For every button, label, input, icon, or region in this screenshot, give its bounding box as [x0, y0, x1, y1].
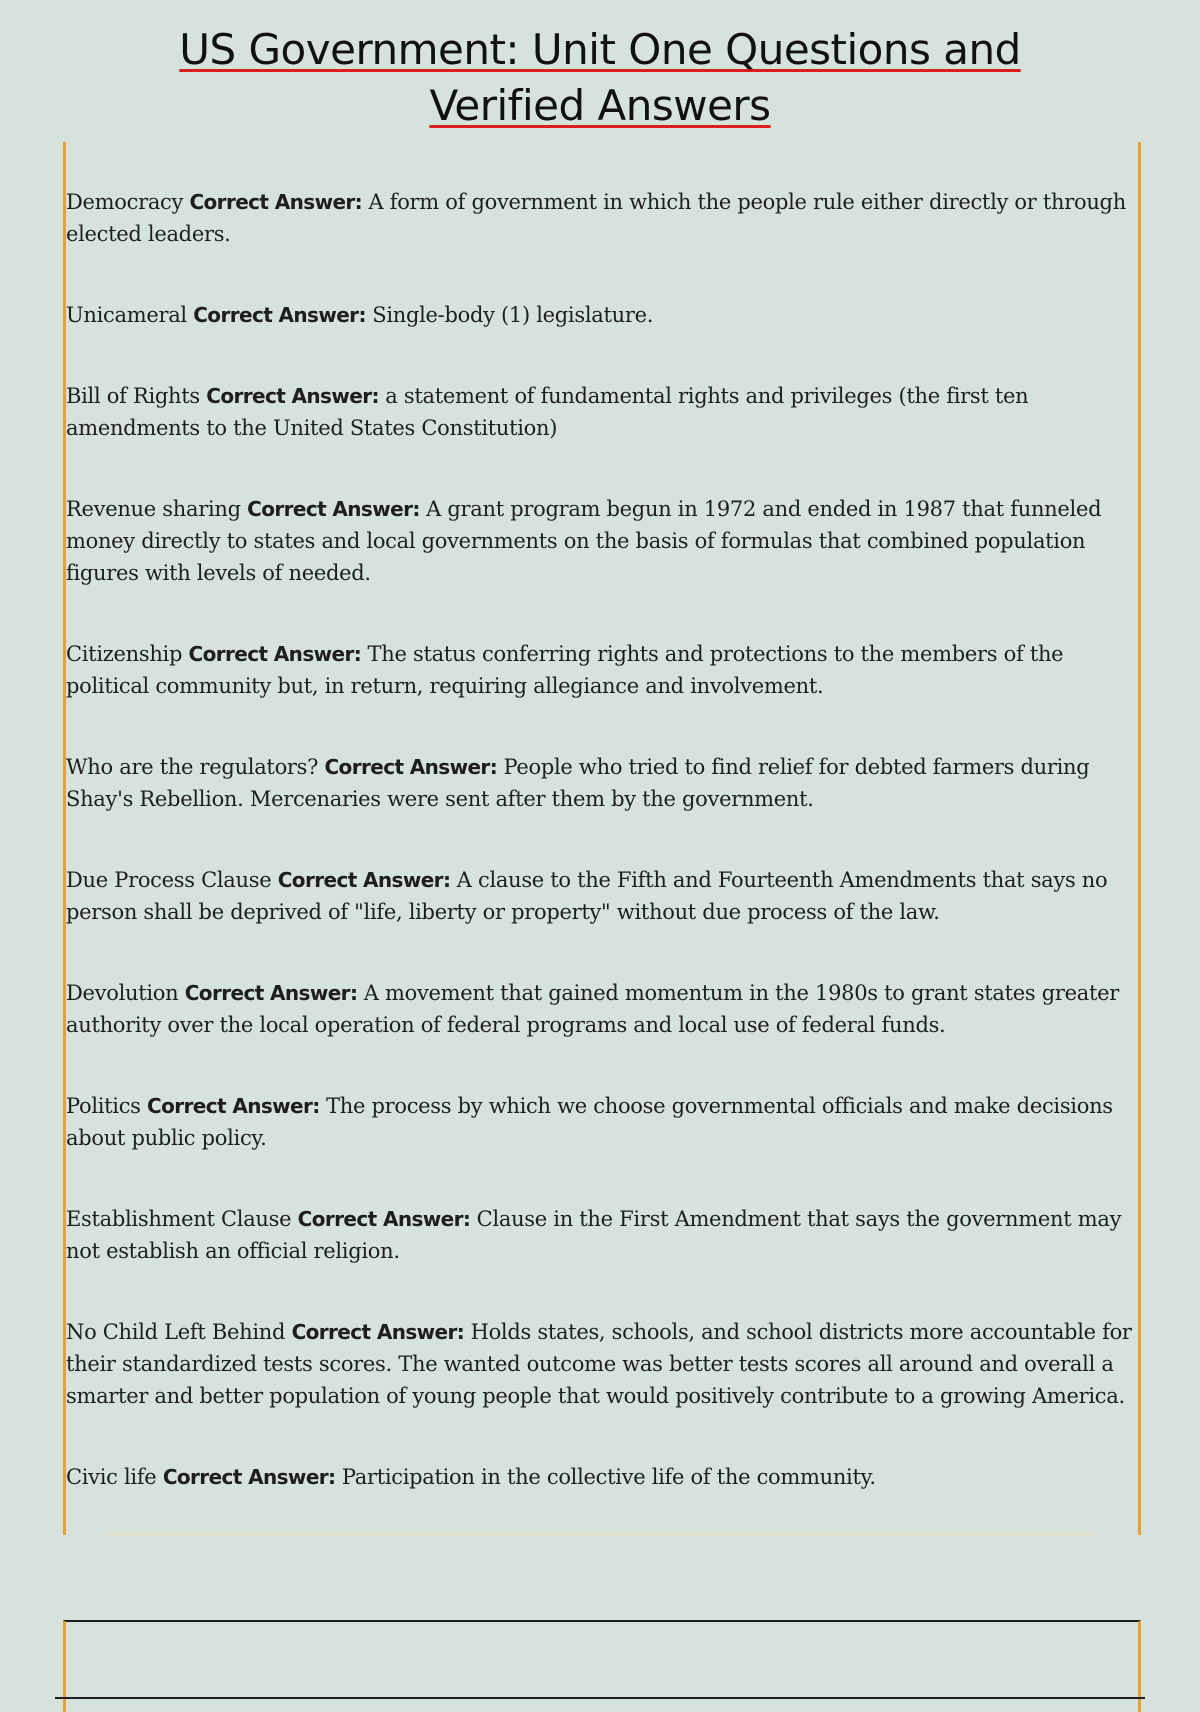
entry-term: Bill of Rights [66, 384, 200, 408]
correct-answer-label: Correct Answer: [162, 1465, 336, 1489]
entry-term: Unicameral [66, 303, 187, 327]
entry-term: Devolution [66, 981, 179, 1005]
entry-answer: A clause to the Fifth and Fourteenth Amendments that says no person shall be deprived of "life, liberty or property" without due process of the law. [66, 868, 1108, 924]
qa-entry-revenue-sharing [66, 493, 1136, 589]
entry-answer: Holds states, schools, and school districts more accountable for their standardized tests scores. The wanted outcome was better tests scores all around and overall a smarter and better population of young people that would positively contribute to a growing America. [66, 1320, 1132, 1408]
correct-answer-label: Correct Answer: [277, 868, 451, 892]
entry-term: Civic life [66, 1465, 157, 1489]
entry-term: Politics [66, 1094, 141, 1118]
qa-entry-establishment-clause [66, 1203, 1136, 1267]
entry-term: Establishment Clause [66, 1207, 292, 1231]
qa-entry-no-child-left-behind [66, 1316, 1136, 1412]
qa-entry-democracy [66, 186, 1136, 250]
qa-entry-citizenship [66, 638, 1136, 702]
qa-entry-regulators [66, 751, 1136, 815]
entry-answer: Participation in the collective life of the community. [341, 1465, 876, 1489]
entry-answer: A form of government in which the people rule either directly or through elected leaders. [66, 190, 1126, 246]
qa-entry-devolution [66, 977, 1136, 1041]
entry-term: Democracy [66, 190, 184, 214]
entry-answer: Single-body (1) legislature. [372, 303, 654, 327]
entry-answer: a statement of fundamental rights and privileges (the first ten amendments to the United States Constitution) [66, 384, 1029, 440]
correct-answer-label: Correct Answer: [247, 497, 420, 521]
entry-answer: People who tried to find relief for debted farmers during Shay's Rebellion. Mercenaries were sent after them by the government. [66, 755, 1090, 811]
page-title [0, 22, 1200, 134]
page-bottom-rule [55, 1697, 1145, 1699]
section-divider [105, 1533, 1095, 1535]
correct-answer-label: Correct Answer: [291, 1320, 465, 1344]
entry-answer: The status conferring rights and protections to the members of the political community but, in return, requiring allegiance and involvement. [66, 642, 1064, 698]
qa-entry-civic-life [66, 1461, 1136, 1493]
qa-entry-unicameral [66, 299, 1136, 331]
entry-answer: A grant program begun in 1972 and ended in 1987 that funneled money directly to states and local governments on the basis of formulas that combined population figures with levels of needed. [66, 497, 1102, 585]
correct-answer-label: Correct Answer: [184, 981, 358, 1005]
entry-answer: A movement that gained momentum in the 1980s to grant states greater authority over the local operation of federal programs and local use of federal funds. [66, 981, 1120, 1037]
entry-term: No Child Left Behind [66, 1320, 286, 1344]
entry-answer: Clause in the First Amendment that says the government may not establish an official religion. [66, 1207, 1122, 1263]
title-line-1: US Government: Unit One Questions and [179, 25, 1021, 74]
correct-answer-label: Correct Answer: [297, 1207, 471, 1231]
title-line-2: Verified Answers [429, 81, 771, 130]
correct-answer-label: Correct Answer: [206, 384, 379, 408]
qa-entry-politics [66, 1090, 1136, 1154]
qa-list [66, 186, 1136, 1542]
entry-term: Citizenship [66, 642, 183, 666]
entry-answer: The process by which we choose governmental officials and make decisions about public policy. [66, 1094, 1113, 1150]
entry-term: Revenue sharing [66, 497, 241, 521]
entry-term: Due Process Clause [66, 868, 272, 892]
qa-entry-due-process-clause [66, 864, 1136, 928]
correct-answer-label: Correct Answer: [147, 1094, 320, 1118]
qa-entry-bill-of-rights [66, 380, 1136, 444]
correct-answer-label: Correct Answer: [188, 642, 362, 666]
entry-term: Who are the regulators? [66, 755, 319, 779]
correct-answer-label: Correct Answer: [189, 190, 363, 214]
correct-answer-label: Correct Answer: [324, 755, 498, 779]
correct-answer-label: Correct Answer: [193, 303, 366, 327]
